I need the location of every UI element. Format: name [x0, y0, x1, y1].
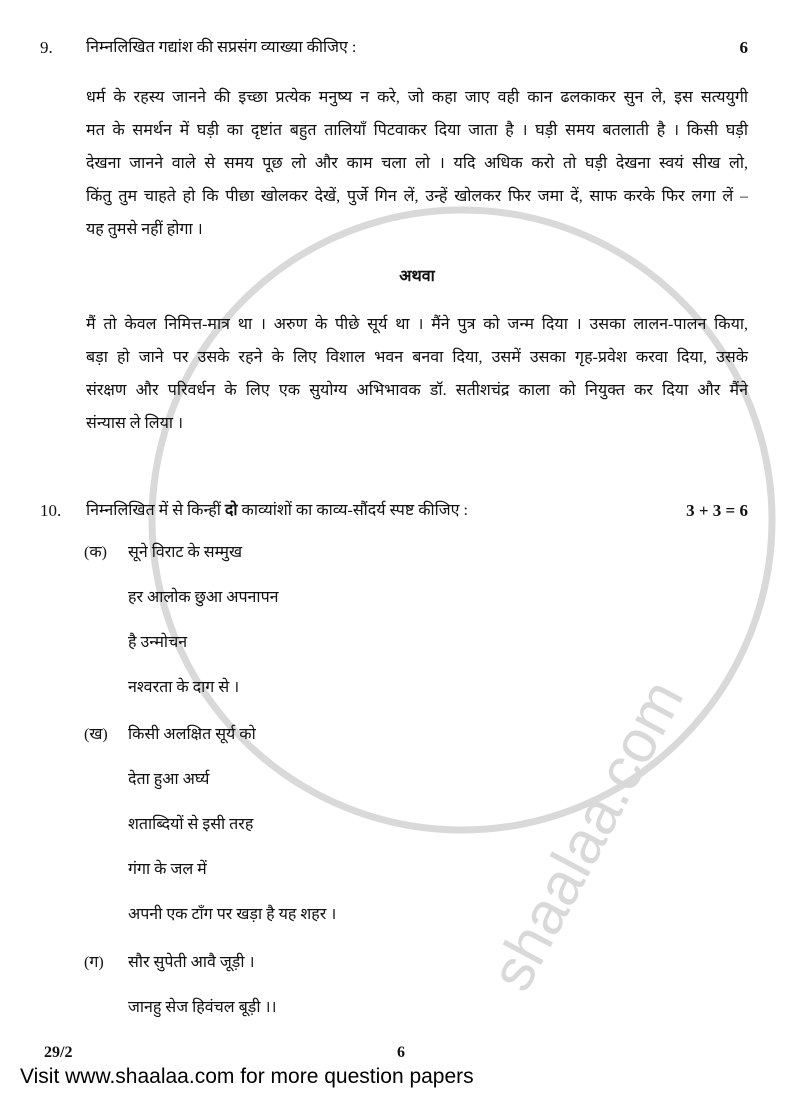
- q9-alt-passage: [86, 308, 748, 440]
- q10-prompt-part: निम्नलिखित में से किन्हीं: [86, 502, 225, 519]
- verse-line: शताब्दियों से इसी तरह: [128, 816, 254, 833]
- verse-line: देता हुआ अर्घ्य: [128, 771, 210, 788]
- option-label-ka: (क): [84, 544, 107, 561]
- q9-header: [40, 38, 748, 58]
- verse-line: सूने विराट के सम्मुख: [128, 544, 243, 561]
- q10-prompt-emphasis: दो: [224, 502, 238, 519]
- verse-line: किसी अलक्षित सूर्य को: [128, 726, 256, 743]
- option-label-kha: (ख): [84, 726, 108, 743]
- q9-marks: 6: [739, 38, 748, 57]
- passage-line: किंतु तुम चाहते हो कि पीछा खोलकर देखें, पुर्जे गिन लें, उन्हें खोलकर फिर जमा दें, साफ करके फिर लगा लें –: [86, 188, 748, 205]
- alt-passage-line: संरक्षण और परिवर्धन के लिए एक सुयोग्य अभिभावक डॉ. सतीशचंद्र काला को नियुक्त कर दिया और मैंने: [86, 382, 748, 399]
- q9-number: 9.: [40, 38, 53, 57]
- alt-passage-line: संन्यास ले लिया ।: [86, 415, 184, 432]
- passage-line: यह तुमसे नहीं होगा ।: [86, 221, 203, 238]
- passage-line: मत के समर्थन में घड़ी का दृष्टांत बहुत तालियाँ पिटवाकर दिया जाता है । घड़ी समय बतलाती है । किसी घड़ी: [86, 122, 748, 139]
- page-number: 6: [397, 1044, 405, 1061]
- verse-line: नश्वरता के दाग से ।: [128, 679, 240, 696]
- option-ka: [84, 530, 748, 710]
- q9-passage: [86, 81, 748, 246]
- verse-line: है उन्मोचन: [128, 634, 188, 651]
- verse-line: अपनी एक टाँग पर खड़ा है यह शहर ।: [128, 906, 337, 923]
- q10-prompt: [86, 501, 670, 521]
- q10-prompt-part: काव्यांशों का काव्य-सौंदर्य स्पष्ट कीजिए :: [237, 502, 468, 519]
- q10-marks: 3 + 3 = 6: [686, 501, 748, 520]
- verse-line: हर आलोक छुआ अपनापन: [128, 589, 279, 606]
- q10-number: 10.: [40, 501, 62, 520]
- passage-line: धर्म के रहस्य जानने की इच्छा प्रत्येक मनुष्य न करे, जो कहा जाए वही कान ढलकाकर सुन ले, इस सत्ययुगी: [86, 89, 748, 106]
- option-label-ga: (ग): [84, 954, 104, 971]
- visit-banner[interactable]: Visit www.shaalaa.com for more question papers: [20, 1065, 474, 1088]
- or-label: अथवा: [399, 268, 435, 285]
- page-footer: [44, 1043, 748, 1063]
- passage-line: देखना जानने वाले से समय पूछ लो और काम चला लो । यदि अधिक करो तो घड़ी देखना स्वयं सीख लो,: [86, 155, 748, 172]
- q10-header: [40, 501, 748, 521]
- alt-passage-line: मैं तो केवल निमित्त-मात्र था । अरुण के पीछे सूर्य था । मैंने पुत्र को जन्म दिया । उसका लालन-पालन किया,: [86, 316, 748, 333]
- verse-line: जानहु सेज हिवंचल बूड़ी ।।: [128, 999, 277, 1016]
- verse-line: गंगा के जल में: [128, 861, 207, 878]
- watermark-text: shaalaa.com: [477, 669, 697, 1002]
- alt-passage-line: बड़ा हो जाने पर उसके रहने के लिए विशाल भवन बनवा दिया, उसमें उसका गृह-प्रवेश करवा दिया, उसके: [86, 349, 748, 366]
- option-kha: [84, 712, 748, 937]
- verse-line: सौर सुपेती आवै जूड़ी ।: [128, 954, 255, 971]
- paper-code: 29/2: [44, 1044, 73, 1061]
- option-ga: [84, 940, 748, 1030]
- q9-prompt: निम्नलिखित गद्यांश की सप्रसंग व्याख्या कीजिए :: [86, 39, 357, 56]
